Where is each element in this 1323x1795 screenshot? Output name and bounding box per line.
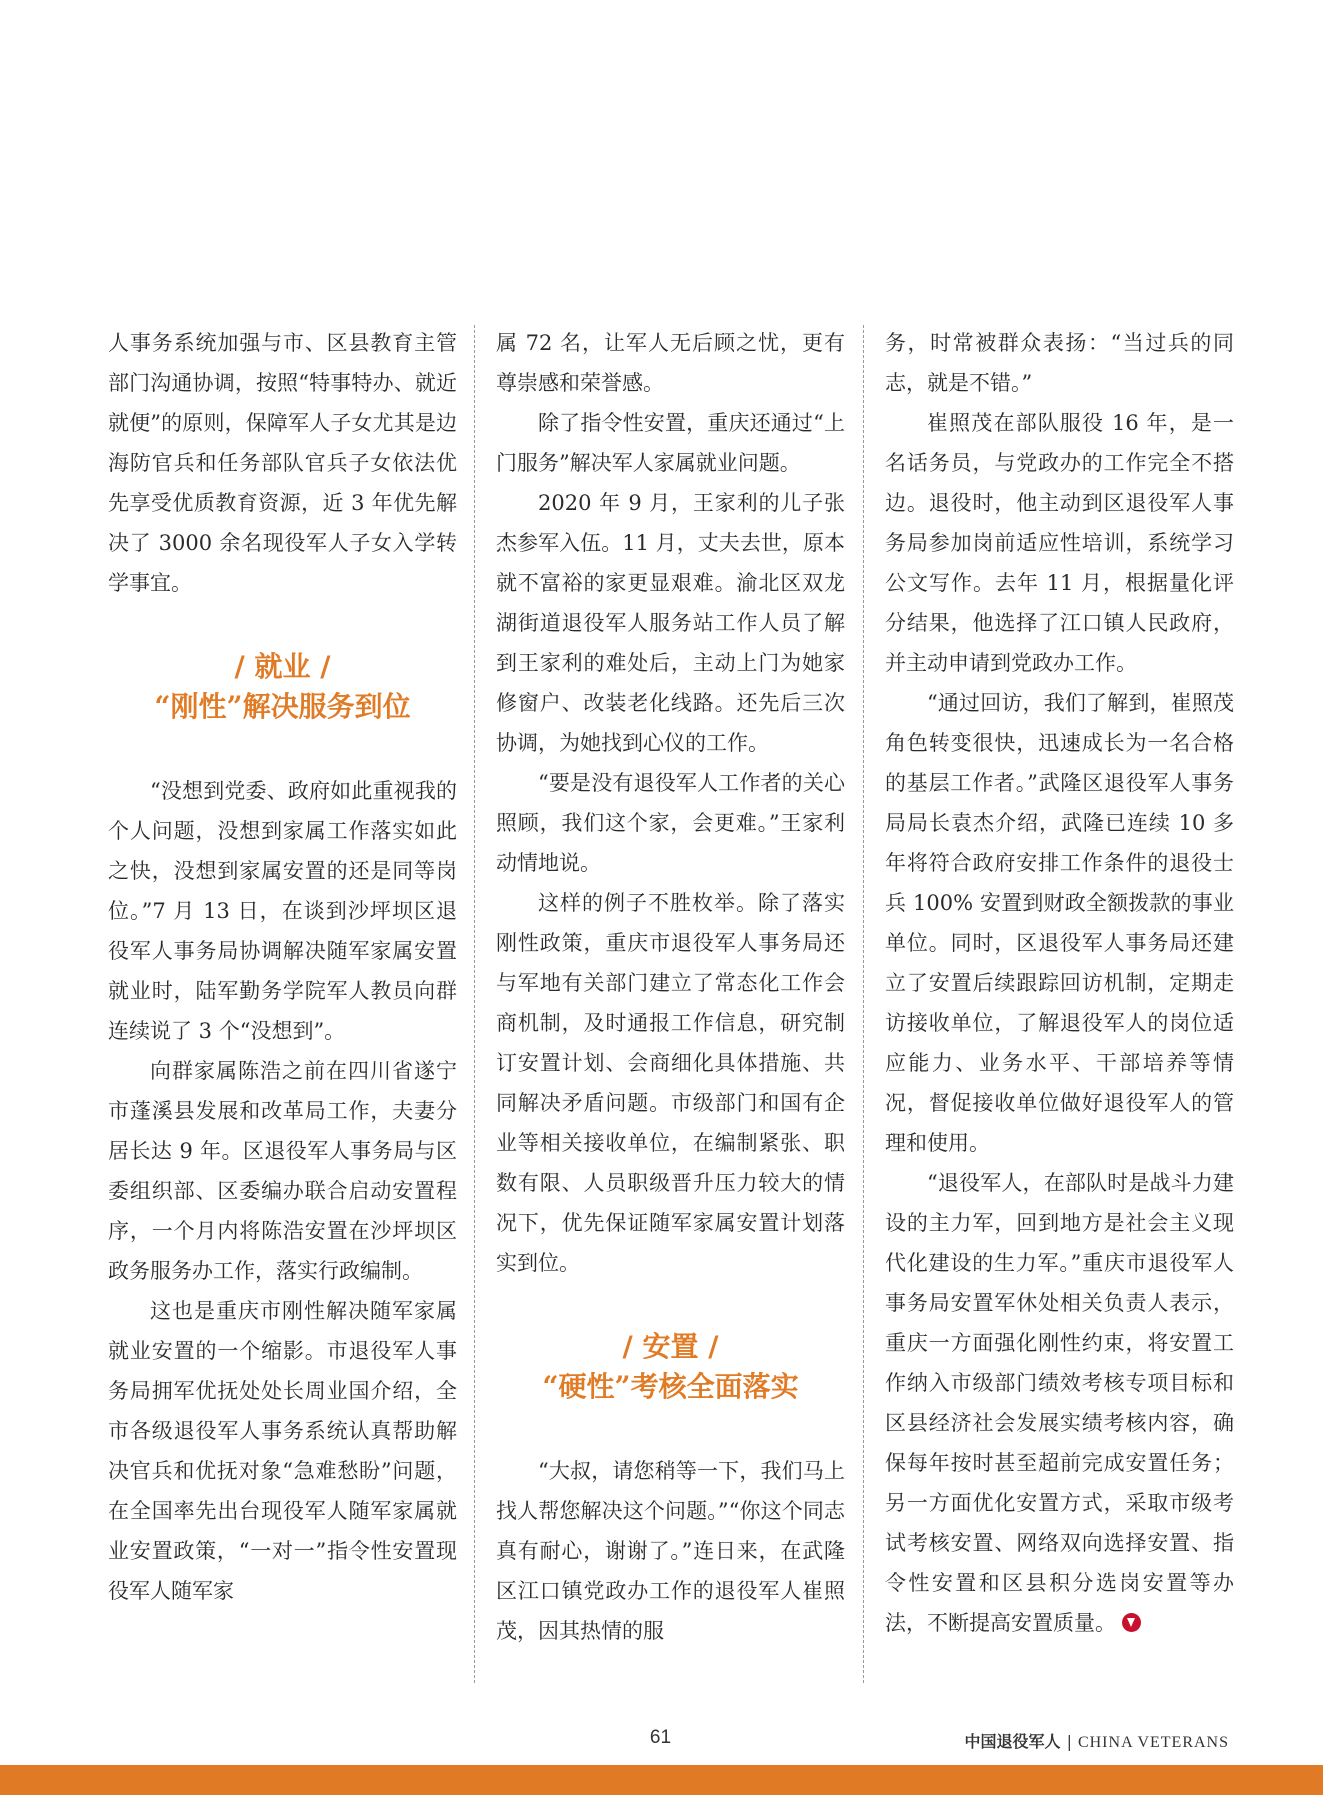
publication-name-en: CHINA VETERANS [1077,1734,1229,1751]
paragraph: “通过回访，我们了解到，崔照茂角色转变很快，迅速成长为一名合格的基层工作者。”武隆区退役军人事务局局长袁杰介绍，武隆已连续 10 多年将符合政府安排工作条件的退役士兵 100% 安置到财政全额拨款的事业单位。同时，区退役军人事务局还建立了安置后续跟踪回访机制，定期走访接收单位，了解退役军人的岗位适应能力、业务水平、干部培养等情况，督促接收单位做好退役军人的管理和使用。 [885,691,1234,1155]
paragraph: “没想到党委、政府如此重视我的个人问题，没想到家属工作落实如此之快，没想到家属安置的还是同等岗位。”7 月 13 日，在谈到沙坪坝区退役军人事务局协调解决随军家属安置就业时，陆军勤务学院军人教员向群连续说了 3 个“没想到”。 [108,779,457,1043]
paragraph: 属 72 名，让军人无后顾之忧，更有尊崇感和荣誉感。 [496,331,845,395]
paragraph: “要是没有退役军人工作者的关心照顾，我们这个家，会更难。”王家利动情地说。 [496,771,845,875]
paragraph: 这也是重庆市刚性解决随军家属就业安置的一个缩影。市退役军人事务局拥军优抚处处长周业国介绍，全市各级退役军人事务系统认真帮助解决官兵和优抚对象“急难愁盼”问题，在全国率先出台现役军人随军家属就业安置政策，“一对一”指令性安置现役军人随军家 [108,1299,457,1603]
footer-separator: | [1066,1732,1072,1751]
column-divider [474,325,475,1683]
paragraph: 这样的例子不胜枚举。除了落实刚性政策，重庆市退役军人事务局还与军地有关部门建立了常态化工作会商机制，及时通报工作信息，研究制订安置计划、会商细化具体措施、共同解决矛盾问题。市级部门和国有企业等相关接收单位，在编制紧张、职数有限、人员职级晋升压力较大的情况下，优先保证随军家属安置计划落实到位。 [496,891,845,1275]
section-kicker: / 安置 / [622,1330,719,1363]
article-column-3 [885,323,1234,1643]
section-kicker: / 就业 / [234,650,331,683]
paragraph: 除了指令性安置，重庆还通过“上门服务”解决军人家属就业问题。 [496,411,845,475]
magazine-logo-v-icon [1122,1613,1141,1632]
paragraph: 崔照茂在部队服役 16 年，是一名话务员，与党政办的工作完全不搭边。退役时，他主动到区退役军人事务局参加岗前适应性培训，系统学习公文写作。去年 11 月，根据量化评分结果，他选择了江口镇人民政府，并主动申请到党政办工作。 [885,411,1234,675]
section-heading-placement [496,1327,845,1407]
paragraph-final [885,1163,1234,1643]
footer-accent-bar [0,1765,1323,1795]
article-column-1 [108,323,457,1611]
section-title: “刚性”解决服务到位 [154,690,411,723]
publication-name-cn: 中国退役军人 [964,1732,1061,1751]
paragraph: 务，时常被群众表扬：“当过兵的同志，就是不错。” [885,331,1234,395]
paragraph-text: “退役军人，在部队时是战斗力建设的主力军，回到地方是社会主义现代化建设的生力军。”重庆市退役军人事务局安置军休处相关负责人表示，重庆一方面强化刚性约束，将安置工作纳入市级部门绩效考核专项目标和区县经济社会发展实绩考核内容，确保每年按时甚至超前完成安置任务；另一方面优化安置方式，采取市级考试考核安置、网络双向选择安置、指令性安置和区县积分选岗安置等办法，不断提高安置质量。 [885,1171,1234,1635]
footer-publication-name [965,1729,1229,1752]
paragraph: 2020 年 9 月，王家利的儿子张杰参军入伍。11 月，丈夫去世，原本就不富裕的家更显艰难。渝北区双龙湖街道退役军人服务站工作人员了解到王家利的难处后，主动上门为她家修窗户、改装老化线路。还先后三次协调，为她找到心仪的工作。 [496,491,845,755]
paragraph: 人事务系统加强与市、区县教育主管部门沟通协调，按照“特事特办、就近就便”的原则，保障军人子女尤其是边海防官兵和任务部队官兵子女依法优先享受优质教育资源，近 3 年优先解决了 3000 余名现役军人子女入学转学事宜。 [108,331,457,595]
column-divider [863,325,864,1683]
article-column-2 [496,323,845,1651]
paragraph: “大叔，请您稍等一下，我们马上找人帮您解决这个问题。”“你这个同志真有耐心，谢谢了。”连日来，在武隆区江口镇党政办工作的退役军人崔照茂，因其热情的服 [496,1459,845,1643]
section-title: “硬性”考核全面落实 [542,1370,799,1403]
paragraph: 向群家属陈浩之前在四川省遂宁市蓬溪县发展和改革局工作，夫妻分居长达 9 年。区退役军人事务局与区委组织部、区委编办联合启动安置程序，一个月内将陈浩安置在沙坪坝区政务服务办工作，落实行政编制。 [108,1059,457,1283]
page-number: 61 [649,1727,672,1748]
section-heading-employment [108,647,457,727]
